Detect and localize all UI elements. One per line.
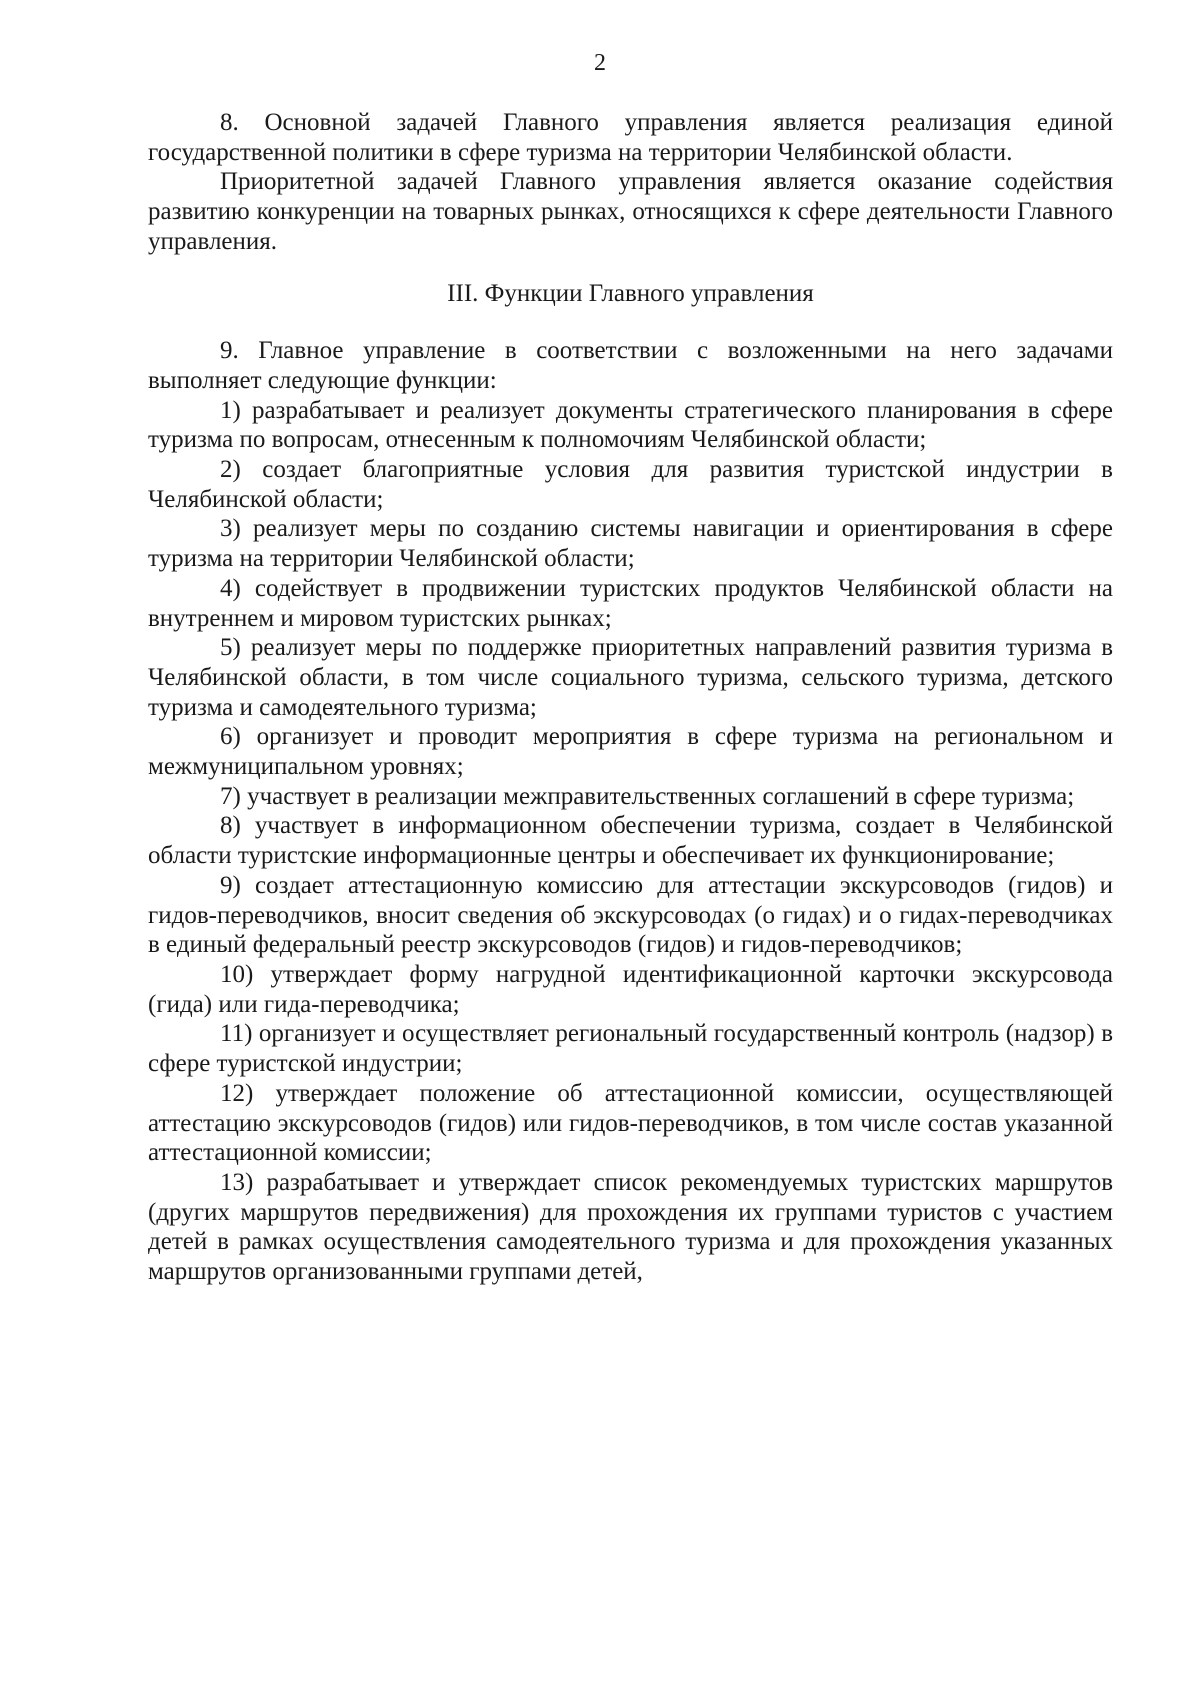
- function-item-11: 11) организует и осуществляет региональный государственный контроль (надзор) в сфере туристской индустрии;: [148, 1020, 1113, 1078]
- function-item-12: 12) утверждает положение об аттестационной комиссии, осуществляющей аттестацию экскурсоводов (гидов) или гидов-переводчиков, в том числе состав указанной аттестационной комиссии;: [148, 1079, 1113, 1167]
- functions-intro: 9. Главное управление в соответствии с возложенными на него задачами выполняет следующие функции:: [148, 337, 1113, 394]
- paragraph-priority-task: Приоритетной задачей Главного управления является оказание содействия развитию конкуренции на товарных рынках, относящихся к сфере деятельности Главного управления.: [148, 168, 1113, 255]
- function-item-9: 9) создает аттестационную комиссию для аттестации экскурсоводов (гидов) и гидов-переводчиков, вносит сведения об экскурсоводах (о гидах) и о гидах-переводчиках в единый федеральный реестр экскурсоводов (гидов) и гидов-переводчиков;: [148, 871, 1113, 959]
- function-item-1: 1) разрабатывает и реализует документы стратегического планирования в сфере туризма по вопросам, отнесенным к полномочиям Челябинской области;: [148, 396, 1113, 454]
- function-item-7: 7) участвует в реализации межправительственных соглашений в сфере туризма;: [220, 782, 1075, 810]
- function-item-8: 8) участвует в информационном обеспечении туризма, создает в Челябинской области туристские информационные центры и обеспечивает их функционирование;: [148, 812, 1113, 870]
- function-item-4: 4) содействует в продвижении туристских продуктов Челябинской области на внутреннем и мировом туристских рынках;: [148, 574, 1113, 632]
- document-body: [148, 108, 1113, 1287]
- function-item-6: 6) организует и проводит мероприятия в сфере туризма на региональном и межмуниципальном уровнях;: [148, 723, 1113, 781]
- function-item-3: 3) реализует меры по созданию системы навигации и ориентирования в сфере туризма на территории Челябинской области;: [148, 515, 1113, 573]
- section-heading: III. Функции Главного управления: [447, 279, 814, 307]
- function-item-2: 2) создает благоприятные условия для развития туристской индустрии в Челябинской области;: [148, 456, 1113, 513]
- page-number: 2: [594, 50, 606, 76]
- paragraph-main-task: 8. Основной задачей Главного управления является реализация единой государственной политики в сфере туризма на территории Челябинской области.: [148, 109, 1113, 166]
- function-item-13: 13) разрабатывает и утверждает список рекомендуемых туристских маршрутов (других маршрутов передвижения) для прохождения их группами туристов с участием детей в рамках осуществления самодеятельного туризма и для прохождения указанных маршрутов организованными группами детей,: [148, 1168, 1113, 1286]
- function-item-5: 5) реализует меры по поддержке приоритетных направлений развития туризма в Челябинской области, в том числе социального туризма, сельского туризма, детского туризма и самодеятельного туризма;: [148, 634, 1113, 721]
- function-item-10: 10) утверждает форму нагрудной идентификационной карточки экскурсовода (гида) или гида-переводчика;: [148, 960, 1113, 1018]
